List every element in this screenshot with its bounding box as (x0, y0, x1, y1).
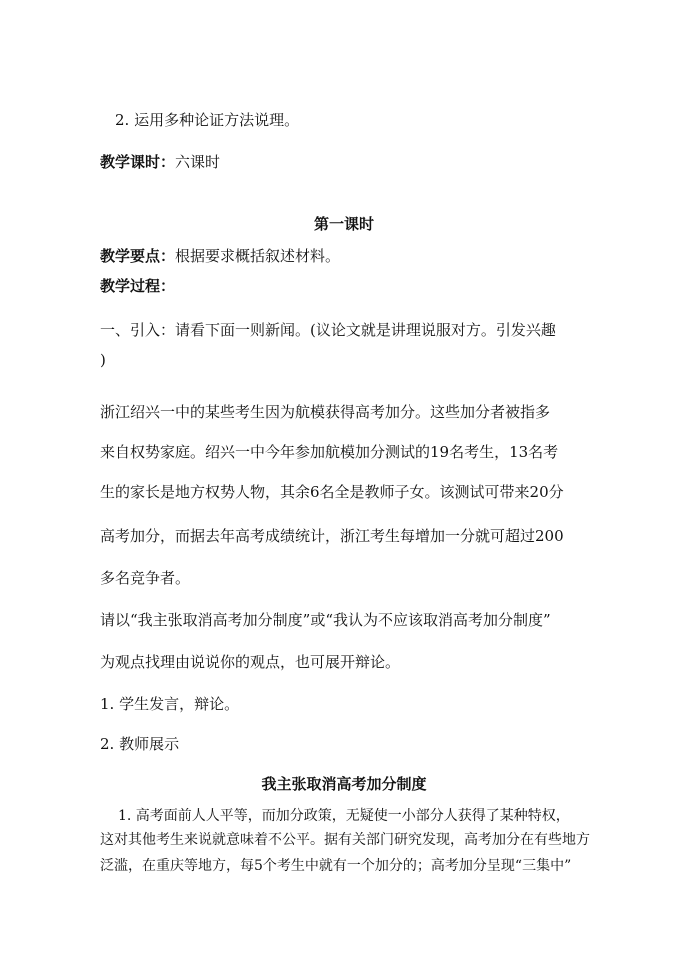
teaching-hours-label: 教学课时： (100, 153, 176, 171)
step-2: 2. 教师展示 (100, 735, 180, 753)
news-line: 高考加分，而据去年高考成绩统计，浙江考生每增加一分就可超过200 (100, 527, 564, 545)
key-points-label: 教学要点： (100, 247, 176, 265)
news-line: 多名竞争者。 (100, 569, 191, 587)
lesson-title: 第一课时 (313, 215, 374, 233)
intro-line-1: 一、引入：请看下面一则新闻。(议论文就是讲理说服对方。引发兴趣 (100, 321, 556, 339)
essay-title: 我主张取消高考加分制度 (261, 775, 427, 793)
news-line: 浙江绍兴一中的某些考生因为航模获得高考加分。这些加分者被指多 (100, 403, 551, 421)
teaching-hours (100, 152, 220, 172)
teaching-hours-value: 六课时 (175, 153, 221, 171)
news-line: 来自权势家庭。绍兴一中今年参加航模加分测试的19名考生，13名考 (100, 443, 559, 461)
objective-item-2: 2. 运用多种论证方法说理。 (115, 111, 300, 129)
essay-line: 这对其他考生来说就意味着不公平。据有关部门研究发现，高考加分在有些地方 (100, 832, 590, 848)
step-1: 1. 学生发言，辩论。 (100, 695, 240, 713)
prompt-line-1: 请以“我主张取消高考加分制度”或“我认为不应该取消高考加分制度” (100, 611, 551, 629)
teaching-key-points (100, 246, 340, 266)
intro-line-2: ) (100, 351, 106, 369)
key-points-value: 根据要求概括叙述材料。 (175, 247, 341, 265)
prompt-line-2: 为观点找理由说说你的观点，也可展开辩论。 (100, 653, 401, 671)
news-line: 生的家长是地方权势人物，其余6名全是教师子女。该测试可带来20分 (100, 483, 564, 501)
teaching-process-label: 教学过程： (100, 277, 176, 295)
essay-line: 泛滥，在重庆等地方，每5个考生中就有一个加分的；高考加分呈现“三集中” (100, 858, 572, 874)
essay-line: 1. 高考面前人人平等，而加分政策，无疑使一小部分人获得了某种特权， (118, 808, 570, 824)
